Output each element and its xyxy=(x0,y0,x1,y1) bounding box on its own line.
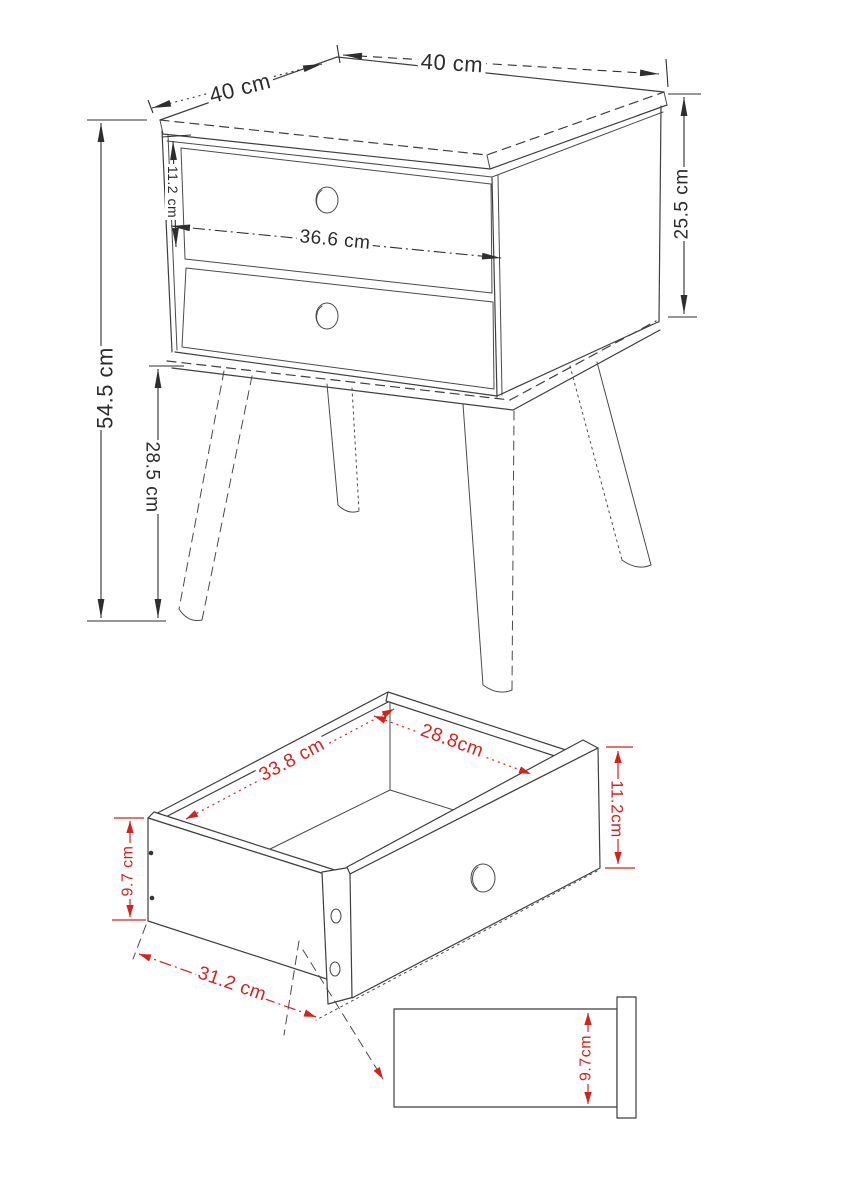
dim-inner-width-label: 28.8cm xyxy=(417,719,487,763)
front-panel-edge-outline xyxy=(617,997,636,1118)
dim-total-height-label: 54.5 cm xyxy=(92,347,118,429)
dim-drawer-front-width-label: 36.6 cm xyxy=(298,226,372,254)
nightstand-legs xyxy=(179,362,651,692)
dim-top-depth-label: 40 cm xyxy=(206,68,274,108)
side-panel-detail-drawing xyxy=(394,997,636,1118)
dim-detail-panel-height-label: 9.7cm xyxy=(577,1034,595,1082)
front-panel-end xyxy=(322,867,354,1004)
nightstand-dimensions xyxy=(87,45,701,621)
dim-inner-length-label: 33.8 cm xyxy=(255,734,329,786)
dim-cabinet-height-label: 25.5 cm xyxy=(671,168,693,240)
side-panel-pilot-hole xyxy=(149,851,154,856)
dim-drawer-front-height-label: 11.2 cm xyxy=(165,165,181,219)
nightstand-drawing xyxy=(160,57,667,692)
dim-front-height-label: 11.2cm xyxy=(607,780,627,838)
side-panel-pilot-hole xyxy=(150,896,155,901)
dim-side-height-label: 9.7 cm xyxy=(119,845,137,897)
dim-leg-height-label: 28.5 cm xyxy=(141,441,163,513)
drawer-box-drawing xyxy=(148,692,600,1004)
dim-top-width-label: 40 cm xyxy=(420,48,484,78)
dim-bottom-length-label: 31.2 cm xyxy=(194,962,270,1006)
